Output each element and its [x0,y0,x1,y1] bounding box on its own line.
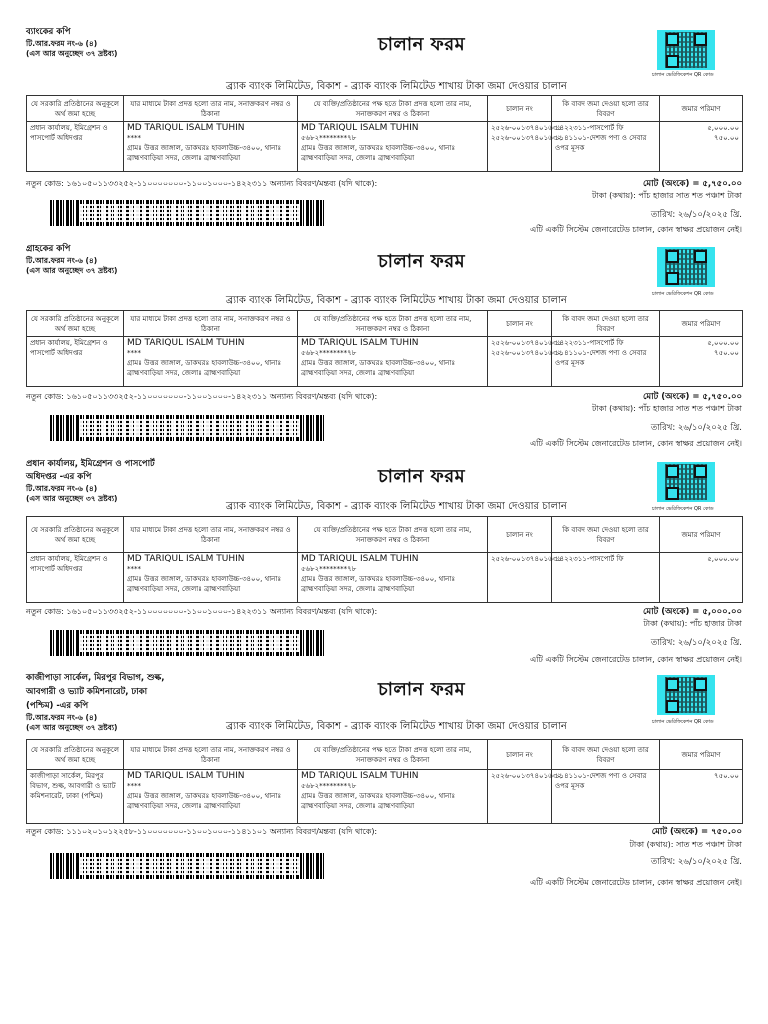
depositor-id: ৫৬৮২********৭৮ [301,134,357,142]
copy-label-line: কাজীপাড়া সার্কেল, মিরপুর বিভাগ, শুল্ক, [26,673,165,683]
amount-item: ৭৫০.০০ [714,349,739,357]
amount-item: ৭৫০.০০ [714,772,739,780]
header-payer: যার মাধ্যমে টাকা প্রদত্ত হলো তার নাম, সনাক্তকরণ নম্বর ও ঠিকানা [124,517,298,553]
table-row [27,553,743,603]
qr-caption: চালান ভেরিফিকেশন QR কোড [652,72,714,78]
system-note: এটি একটি সিস্টেম জেনারেটেড চালান, কোন স্বাক্ষর প্রয়োজন নেই। [530,655,742,664]
depositor-cell [298,553,488,603]
copy-label-line: প্রধান কার্যালয়, ইমিগ্রেশন ও পাসপোর্ট [26,459,155,469]
qr-caption: চালান ভেরিফিকেশন QR কোড [652,506,714,512]
copy-label [26,243,326,276]
form-number: টি.আর.ফরম নং-৬ (৪) [26,256,98,265]
payer-address: গ্রামঃ উত্তর জাঙ্গাল, ডাকঘরঃ হাবলাউচ্চ-৩৪০০, থানাঃ ব্রাহ্মণবাড়িয়া সদর, জেলাঃ ব্রাহ্মণবাড়িয়া [127,575,282,593]
payer-id: **** [127,782,141,790]
depositor-name: MD TARIQUL ISALM TUHIN [301,123,419,133]
challan-no-cell [488,553,562,603]
form-rule: (এস আর অনুচ্ছেদ ৩৭ দ্রষ্টব্য) [26,49,118,58]
depositor-cell [298,122,488,172]
header-amount: জমার পরিমাণ [660,96,743,122]
recipient-cell: কাজীপাড়া সার্কেল, মিরপুর বিভাগ, শুল্ক, আবগারী ও ভ্যাট কমিশনারেট, ঢাকা (পশ্চিম) [27,770,124,824]
total-amount: মোট (অংকে) = ৭৫০.০০ [651,827,742,837]
payer-address: গ্রামঃ উত্তর জাঙ্গাল, ডাকঘরঃ হাবলাউচ্চ-৩৪০০, থানাঃ ব্রাহ্মণবাড়িয়া সদর, জেলাঃ ব্রাহ্মণবাড়িয়া [127,359,282,377]
depositor-address: গ্রামঃ উত্তর জাঙ্গাল, ডাকঘরঃ হাবলাউচ্চ-৩৪০০, থানাঃ ব্রাহ্মণবাড়িয়া সদর, জেলাঃ ব্রাহ্মণবাড়িয়া [301,575,456,593]
barcode [50,853,326,879]
challan-no: ২৫২৬-০০১৩৭৪০১৬৩১ [491,124,562,132]
depositor-name: MD TARIQUL ISALM TUHIN [301,554,419,564]
amount-item: ৫,০০০.০০ [707,124,739,132]
header-depositor: যে ব্যক্তি/প্রতিষ্ঠানের পক্ষ হতে টাকা প্রদত্ত হলো তার নাম, সনাক্তকরণ নম্বর ও ঠিকানা [298,517,488,553]
payer-id: **** [127,565,141,573]
system-note: এটি একটি সিস্টেম জেনারেটেড চালান, কোন স্বাক্ষর প্রয়োজন নেই। [530,225,742,234]
header-recipient: যে সরকারি প্রতিষ্ঠানের অনুকূলে অর্থ জমা হচ্ছে [27,311,124,337]
depositor-name: MD TARIQUL ISALM TUHIN [301,771,419,781]
barcode [50,630,326,656]
challan-no: ২৫২৬-০০১৩৭৪০১৬৩১ [491,339,562,347]
challan-copy [26,671,742,896]
recipient-cell: প্রধান কার্যালয়, ইমিগ্রেশন ও পাসপোর্ট অধিদপ্তর [27,122,124,172]
form-number: টি.আর.ফরম নং-৬ (৪) [26,484,98,493]
header-purpose: কি বাবদ জমা দেওয়া হলো তার বিবরণ [552,517,660,553]
purpose-item: ১৪২২৩১১-পাসপোর্ট ফি [555,555,624,563]
payer-cell [124,337,298,387]
challan-no: ২৫২৬-০০১৩৭৪০১৬৩২ [491,349,562,357]
table-row [27,337,743,387]
depositor-id: ৫৬৮২********৭৮ [301,565,357,573]
table-header-row [27,740,743,770]
header-recipient: যে সরকারি প্রতিষ্ঠানের অনুকূলে অর্থ জমা হচ্ছে [27,740,124,770]
challan-copy [26,26,742,236]
header-payer: যার মাধ্যমে টাকা প্রদত্ত হলো তার নাম, সনাক্তকরণ নম্বর ও ঠিকানা [124,740,298,770]
copy-label-line: অধিদপ্তর -এর কপি [26,472,92,482]
table-header-row [27,517,743,553]
amount-in-words: টাকা (কথায়): পাঁচ হাজার সাত শত পঞ্চাশ টাকা [591,191,742,200]
depositor-name: MD TARIQUL ISALM TUHIN [301,338,419,348]
form-subtitle: ব্র্যাক ব্যাংক লিমিটেড, বিকাশ - ব্র্যাক ব্যাংক লিমিটেড শাখায় টাকা জমা দেওয়ার চালান [226,721,567,732]
challan-table [26,95,743,172]
header-payer: যার মাধ্যমে টাকা প্রদত্ত হলো তার নাম, সনাক্তকরণ নম্বর ও ঠিকানা [124,96,298,122]
purpose-item: ১৪২২৩১১-পাসপোর্ট ফি [555,124,624,132]
header-depositor: যে ব্যক্তি/প্রতিষ্ঠানের পক্ষ হতে টাকা প্রদত্ত হলো তার নাম, সনাক্তকরণ নম্বর ও ঠিকানা [298,311,488,337]
form-title: চালান ফরম [378,251,466,272]
depositor-address: গ্রামঃ উত্তর জাঙ্গাল, ডাকঘরঃ হাবলাউচ্চ-৩৪০০, থানাঃ ব্রাহ্মণবাড়িয়া সদর, জেলাঃ ব্রাহ্মণবাড়িয়া [301,144,456,162]
depositor-address: গ্রামঃ উত্তর জাঙ্গাল, ডাকঘরঃ হাবলাউচ্চ-৩৪০০, থানাঃ ব্রাহ্মণবাড়িয়া সদর, জেলাঃ ব্রাহ্মণবাড়িয়া [301,792,456,810]
qr-caption: চালান ভেরিফিকেশন QR কোড [652,291,714,297]
depositor-id: ৫৬৮২********৭৮ [301,782,357,790]
amount-in-words: টাকা (কথায়): পাঁচ হাজার সাত শত পঞ্চাশ টাকা [591,404,742,413]
qr-code [657,247,715,287]
amount-item: ৫,০০০.০০ [707,339,739,347]
header-purpose: কি বাবদ জমা দেওয়া হলো তার বিবরণ [552,96,660,122]
system-note: এটি একটি সিস্টেম জেনারেটেড চালান, কোন স্বাক্ষর প্রয়োজন নেই। [530,878,742,887]
system-note: এটি একটি সিস্টেম জেনারেটেড চালান, কোন স্বাক্ষর প্রয়োজন নেই। [530,439,742,448]
form-subtitle: ব্র্যাক ব্যাংক লিমিটেড, বিকাশ - ব্র্যাক ব্যাংক লিমিটেড শাখায় টাকা জমা দেওয়ার চালান [226,81,567,92]
header-purpose: কি বাবদ জমা দেওয়া হলো তার বিবরণ [552,311,660,337]
payer-cell [124,770,298,824]
copy-label-line: ব্যাংকের কপি [26,27,71,37]
recipient-cell: প্রধান কার্যালয়, ইমিগ্রেশন ও পাসপোর্ট অধিদপ্তর [27,553,124,603]
header-challan-no: চালান নং [488,96,552,122]
amount-in-words: টাকা (কথায়): পাঁচ হাজার টাকা [643,619,742,628]
qr-caption: চালান ভেরিফিকেশন QR কোড [652,719,714,725]
payer-address: গ্রামঃ উত্তর জাঙ্গাল, ডাকঘরঃ হাবলাউচ্চ-৩৪০০, থানাঃ ব্রাহ্মণবাড়িয়া সদর, জেলাঃ ব্রাহ্মণবাড়িয়া [127,144,282,162]
amount-item: ৭৫০.০০ [714,134,739,142]
amount-in-words: টাকা (কথায়): সাত শত পঞ্চাশ টাকা [629,840,742,849]
form-number: টি.আর.ফরম নং-৬ (৪) [26,713,98,722]
header-depositor: যে ব্যক্তি/প্রতিষ্ঠানের পক্ষ হতে টাকা প্রদত্ত হলো তার নাম, সনাক্তকরণ নম্বর ও ঠিকানা [298,96,488,122]
form-subtitle: ব্র্যাক ব্যাংক লিমিটেড, বিকাশ - ব্র্যাক ব্যাংক লিমিটেড শাখায় টাকা জমা দেওয়ার চালান [226,501,567,512]
challan-copy [26,458,742,668]
header-amount: জমার পরিমাণ [660,517,743,553]
total-amount: মোট (অংকে) = ৫,৭৫০.০০ [642,179,742,189]
copy-label [26,458,326,504]
copy-label-line: (পশ্চিম) -এর কপি [26,701,89,711]
qr-code [657,30,715,70]
depositor-cell [298,337,488,387]
challan-no-cell [488,122,562,172]
form-title: চালান ফরম [378,466,466,487]
purpose-item: ১১৪১১০১-দেশজ পণ্য ও সেবার ওপর মূসক [555,134,647,152]
form-subtitle: ব্র্যাক ব্যাংক লিমিটেড, বিকাশ - ব্র্যাক ব্যাংক লিমিটেড শাখায় টাকা জমা দেওয়ার চালান [226,295,567,306]
header-depositor: যে ব্যক্তি/প্রতিষ্ঠানের পক্ষ হতে টাকা প্রদত্ত হলো তার নাম, সনাক্তকরণ নম্বর ও ঠিকানা [298,740,488,770]
header-challan-no: চালান নং [488,517,552,553]
form-number: টি.আর.ফরম নং-৬ (৪) [26,39,98,48]
payer-id: **** [127,349,141,357]
challan-table [26,739,743,824]
depositor-cell [298,770,488,824]
form-rule: (এস আর অনুচ্ছেদ ৩৭ দ্রষ্টব্য) [26,266,118,275]
challan-table [26,516,743,603]
header-amount: জমার পরিমাণ [660,311,743,337]
code-line: নতুন কোড: ১১১০২০১০১২২৫৮-১১০০০০০০০-১১০০১০০০-১১৪১১০১ অন্যান্য বিবরণ/মন্তব্য (যদি থাকে): [26,827,378,836]
copy-label [26,26,326,59]
payer-name: MD TARIQUL ISALM TUHIN [127,123,245,133]
code-line: নতুন কোড: ১৬১০৫০১১৩৩২৫২-১১০০০০০০০-১১০০১০০০-১৪২২৩১১ অন্যান্য বিবরণ/মন্তব্য (যদি থাকে): [26,179,378,188]
payer-name: MD TARIQUL ISALM TUHIN [127,771,245,781]
form-title: চালান ফরম [378,34,466,55]
depositor-address: গ্রামঃ উত্তর জাঙ্গাল, ডাকঘরঃ হাবলাউচ্চ-৩৪০০, থানাঃ ব্রাহ্মণবাড়িয়া সদর, জেলাঃ ব্রাহ্মণবাড়িয়া [301,359,456,377]
amount-cell [660,553,743,603]
purpose-cell [552,122,660,172]
form-title: চালান ফরম [378,679,466,700]
header-challan-no: চালান নং [488,311,552,337]
purpose-cell [552,337,660,387]
payer-cell [124,553,298,603]
amount-cell [660,770,743,824]
challan-no-cell [488,770,562,824]
purpose-item: ১১৪১১০১-দেশজ পণ্য ও সেবার ওপর মূসক [555,772,647,790]
payer-id: **** [127,134,141,142]
form-rule: (এস আর অনুচ্ছেদ ৩৭ দ্রষ্টব্য) [26,494,118,503]
challan-no: ২৫২৬-০০১৩৭৪০১৬৩২ [491,134,562,142]
header-payer: যার মাধ্যমে টাকা প্রদত্ত হলো তার নাম, সনাক্তকরণ নম্বর ও ঠিকানা [124,311,298,337]
payer-cell [124,122,298,172]
form-rule: (এস আর অনুচ্ছেদ ৩৭ দ্রষ্টব্য) [26,723,118,732]
challan-table [26,310,743,387]
challan-no: ২৫২৬-০০১৩৭৪০১৬৩২ [491,772,562,780]
amount-item: ৫,০০০.০০ [707,555,739,563]
header-recipient: যে সরকারি প্রতিষ্ঠানের অনুকূলে অর্থ জমা হচ্ছে [27,96,124,122]
copy-label-line: আবগারী ও ভ্যাট কমিশনারেট, ঢাকা [26,687,148,697]
payer-name: MD TARIQUL ISALM TUHIN [127,338,245,348]
challan-copy [26,243,742,453]
code-line: নতুন কোড: ১৬১০৫০১১৩৩২৫২-১১০০০০০০০-১১০০১০০০-১৪২২৩১১ অন্যান্য বিবরণ/মন্তব্য (যদি থাকে): [26,392,378,401]
qr-code [657,675,715,715]
amount-cell [660,122,743,172]
payer-address: গ্রামঃ উত্তর জাঙ্গাল, ডাকঘরঃ হাবলাউচ্চ-৩৪০০, থানাঃ ব্রাহ্মণবাড়িয়া সদর, জেলাঃ ব্রাহ্মণবাড়িয়া [127,792,282,810]
purpose-cell [552,553,660,603]
purpose-item: ১৪২২৩১১-পাসপোর্ট ফি [555,339,624,347]
copy-label-line: গ্রাহকের কপি [26,244,71,254]
total-amount: মোট (অংকে) = ৫,০০০.০০ [642,607,742,617]
challan-date: তারিখ: ২৬/১০/২০২৫ খ্রি. [650,210,742,220]
barcode [50,200,326,226]
table-header-row [27,96,743,122]
challan-date: তারিখ: ২৬/১০/২০২৫ খ্রি. [650,638,742,648]
recipient-cell: প্রধান কার্যালয়, ইমিগ্রেশন ও পাসপোর্ট অধিদপ্তর [27,337,124,387]
total-amount: মোট (অংকে) = ৫,৭৫০.০০ [642,392,742,402]
amount-cell [660,337,743,387]
qr-code [657,462,715,502]
challan-no-cell [488,337,562,387]
challan-date: তারিখ: ২৬/১০/২০২৫ খ্রি. [650,857,742,867]
depositor-id: ৫৬৮২********৭৮ [301,349,357,357]
header-recipient: যে সরকারি প্রতিষ্ঠানের অনুকূলে অর্থ জমা হচ্ছে [27,517,124,553]
barcode [50,415,326,441]
table-row [27,770,743,824]
code-line: নতুন কোড: ১৬১০৫০১১৩৩২৫২-১১০০০০০০০-১১০০১০০০-১৪২২৩১১ অন্যান্য বিবরণ/মন্তব্য (যদি থাকে): [26,607,378,616]
purpose-item: ১১৪১১০১-দেশজ পণ্য ও সেবার ওপর মূসক [555,349,647,367]
table-header-row [27,311,743,337]
table-row [27,122,743,172]
header-purpose: কি বাবদ জমা দেওয়া হলো তার বিবরণ [552,740,660,770]
header-challan-no: চালান নং [488,740,552,770]
challan-date: তারিখ: ২৬/১০/২০২৫ খ্রি. [650,423,742,433]
purpose-cell [552,770,660,824]
payer-name: MD TARIQUL ISALM TUHIN [127,554,245,564]
challan-no: ২৫২৬-০০১৩৭৪০১৬৩১ [491,555,562,563]
header-amount: জমার পরিমাণ [660,740,743,770]
